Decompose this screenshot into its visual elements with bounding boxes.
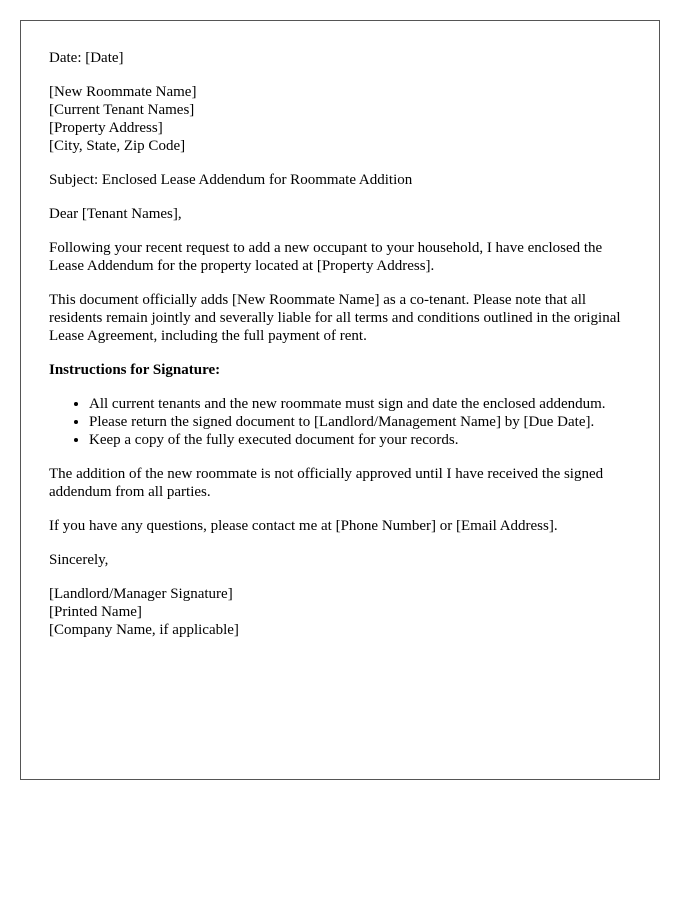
instruction-item: • Please return the signed document to [Landlord/Management Name] by [Due Date]. [89, 413, 631, 431]
recipient-tenants: [Current Tenant Names] [49, 102, 195, 118]
subject-line: Subject: Enclosed Lease Addendum for Roommate Addition [49, 172, 413, 188]
instruction-item: • All current tenants and the new roommate must sign and date the enclosed addendum. [89, 395, 631, 413]
closing: Sincerely, [49, 552, 109, 568]
letter-document [20, 20, 660, 780]
recipient-roommate: [New Roommate Name] [49, 84, 197, 100]
instructions-heading: Instructions for Signature: [49, 362, 221, 378]
instruction-item: • Keep a copy of the fully executed document for your records. [89, 431, 631, 449]
recipient-address: [Property Address] [49, 120, 163, 136]
recipient-city: [City, State, Zip Code] [49, 138, 186, 154]
signature-block [49, 585, 631, 639]
recipient-block [49, 83, 631, 155]
salutation: Dear [Tenant Names], [49, 206, 182, 222]
instructions-list [49, 395, 631, 449]
signature-line: [Landlord/Manager Signature] [49, 586, 233, 602]
body-paragraph-3: The addition of the new roommate is not officially approved until I have received the signed addendum from all parties. [49, 466, 604, 500]
date-line: Date: [Date] [49, 50, 124, 66]
company-name: [Company Name, if applicable] [49, 622, 239, 638]
body-paragraph-2: This document officially adds [New Roommate Name] as a co-tenant. Please note that all residents remain jointly and severally liable for all terms and conditions outlined in the original Lease Agreement, including the full payment of rent. [49, 292, 621, 344]
body-paragraph-4: If you have any questions, please contact me at [Phone Number] or [Email Address]. [49, 518, 558, 534]
body-paragraph-1: Following your recent request to add a new occupant to your household, I have enclosed the Lease Addendum for the property located at [Property Address]. [49, 240, 603, 274]
printed-name: [Printed Name] [49, 604, 142, 620]
